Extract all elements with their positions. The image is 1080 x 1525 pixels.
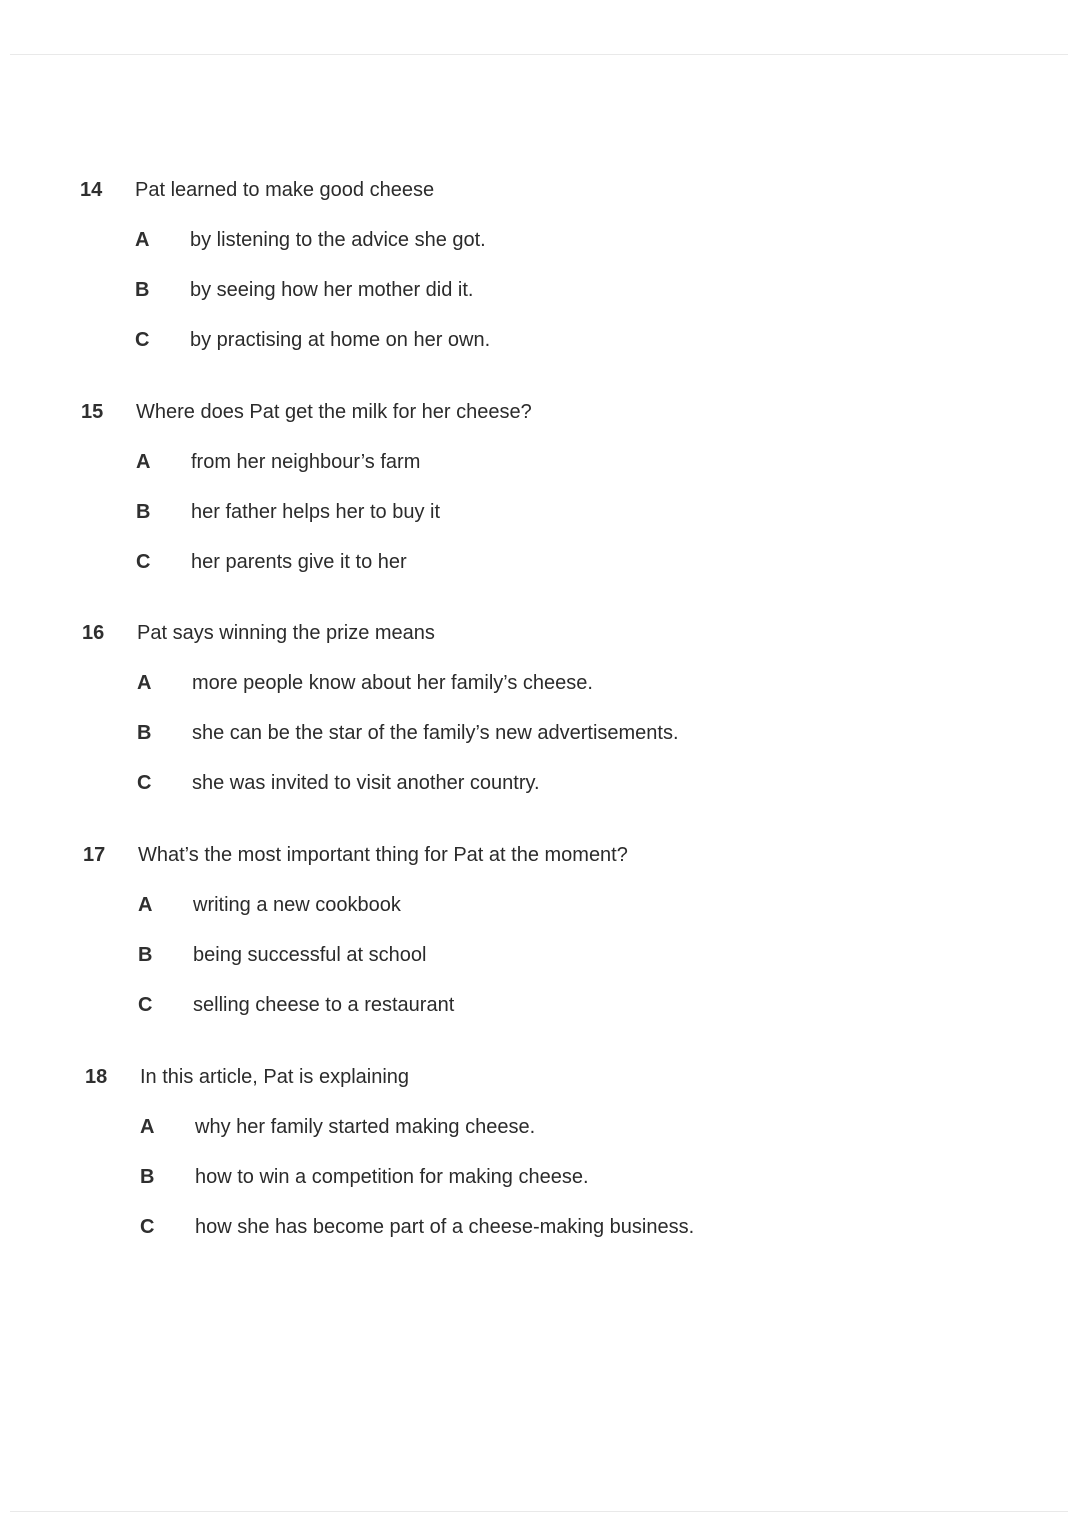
question-number: 15 (81, 401, 104, 423)
question-18 (85, 1063, 785, 1263)
question-number: 17 (83, 844, 106, 866)
option-a[interactable] (85, 1113, 785, 1143)
option-text: by listening to the advice she got. (190, 229, 486, 251)
option-letter: B (138, 944, 153, 966)
option-letter: A (138, 894, 153, 916)
option-letter: A (135, 229, 150, 251)
option-c[interactable] (81, 548, 781, 578)
option-text: she was invited to visit another country. (192, 772, 540, 794)
option-text: writing a new cookbook (193, 894, 401, 916)
question-text: Where does Pat get the milk for her cheese? (136, 401, 532, 423)
question-stem (81, 398, 781, 428)
bottom-rule (10, 1511, 1068, 1512)
question-text: Pat says winning the prize means (137, 622, 435, 644)
option-b[interactable] (80, 276, 780, 306)
option-text: by seeing how her mother did it. (190, 279, 474, 301)
option-letter: C (137, 772, 152, 794)
option-letter: B (137, 722, 152, 744)
option-text: why her family started making cheese. (195, 1116, 536, 1138)
question-stem (83, 841, 783, 871)
option-text: being successful at school (193, 944, 427, 966)
option-list (80, 226, 780, 356)
option-b[interactable] (82, 719, 782, 749)
question-number: 16 (82, 622, 105, 644)
option-letter: C (138, 994, 153, 1016)
option-c[interactable] (83, 991, 783, 1021)
question-14 (80, 176, 780, 376)
option-letter: B (135, 279, 150, 301)
question-text: What’s the most important thing for Pat at the moment? (138, 844, 628, 866)
option-b[interactable] (83, 941, 783, 971)
option-a[interactable] (82, 669, 782, 699)
option-b[interactable] (81, 498, 781, 528)
question-15 (81, 398, 781, 598)
option-text: she can be the star of the family’s new advertisements. (192, 722, 679, 744)
question-stem (80, 176, 780, 206)
option-a[interactable] (80, 226, 780, 256)
option-c[interactable] (85, 1213, 785, 1243)
option-a[interactable] (83, 891, 783, 921)
option-text: how she has become part of a cheese-making business. (195, 1216, 695, 1238)
option-letter: B (140, 1166, 155, 1188)
option-letter: C (140, 1216, 155, 1238)
question-number: 18 (85, 1066, 108, 1088)
option-text: how to win a competition for making cheese. (195, 1166, 589, 1188)
question-stem (82, 619, 782, 649)
option-a[interactable] (81, 448, 781, 478)
question-stem (85, 1063, 785, 1093)
option-letter: A (140, 1116, 155, 1138)
option-text: from her neighbour’s farm (191, 451, 421, 473)
option-letter: A (136, 451, 151, 473)
option-letter: C (135, 329, 150, 351)
question-number: 14 (80, 179, 103, 201)
option-list (83, 891, 783, 1021)
option-text: selling cheese to a restaurant (193, 994, 455, 1016)
option-list (85, 1113, 785, 1243)
question-text: Pat learned to make good cheese (135, 179, 435, 201)
option-letter: A (137, 672, 152, 694)
option-c[interactable] (80, 326, 780, 356)
question-16 (82, 619, 782, 819)
option-text: more people know about her family’s cheese. (192, 672, 593, 694)
question-text: In this article, Pat is explaining (140, 1066, 410, 1088)
option-c[interactable] (82, 769, 782, 799)
option-letter: C (136, 551, 151, 573)
option-text: her parents give it to her (191, 551, 407, 573)
option-list (82, 669, 782, 799)
option-text: by practising at home on her own. (190, 329, 491, 351)
option-text: her father helps her to buy it (191, 501, 441, 523)
question-17 (83, 841, 783, 1041)
option-b[interactable] (85, 1163, 785, 1193)
option-letter: B (136, 501, 151, 523)
top-rule (10, 54, 1068, 55)
option-list (81, 448, 781, 578)
